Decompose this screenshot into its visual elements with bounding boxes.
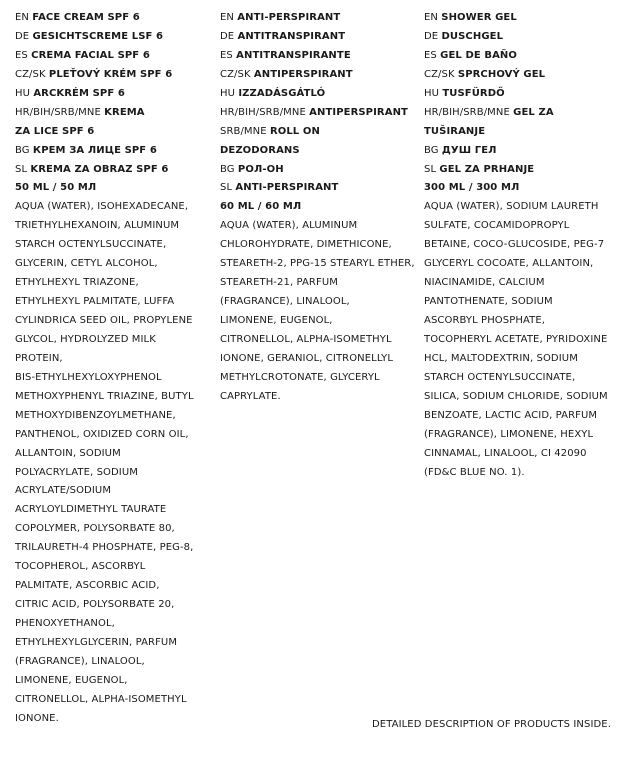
product-name: ROLL ON [269,125,320,137]
language-code: ES [220,49,233,61]
product-name: FACE CREAM SPF 6 [32,12,140,23]
ingredient-line: PANTOTHENATE, SODIUM [424,296,553,308]
ingredient-line: METHYLCROTONATE, GLYCERYL [220,371,380,383]
product-name: KREMA [104,106,145,118]
ingredient-line: TRILAURETH-4 PHOSPHATE, PEG-8, [15,542,194,554]
language-code: HU [424,87,440,99]
ingredient-line: STARCH OCTENYLSUCCINATE, [424,371,576,383]
product-name: КРЕМ ЗА ЛИЦЕ SPF 6 [32,144,157,156]
anti-perspirant-column [220,9,416,407]
ingredient-line: METHOXYDIBENZOYLMETHANE, [15,409,176,421]
product-name-line [220,9,416,28]
product-name-line [15,179,211,198]
ingredient-line: (FRAGRANCE), LINALOOL, [15,655,145,667]
ingredient-line: ETHYLHEXYLGLYCERIN, PARFUM [15,636,178,648]
ingredient-line: CHLOROHYDRATE, DIMETHICONE, [220,239,392,251]
ingredient-line: STEARETH-2, PPG-15 STEARYL ETHER, [220,258,415,270]
ingredient-line: ACRYLOYLDIMETHYL TAURATE [15,504,167,516]
ingredient-line: STEARETH-21, PARFUM [220,277,338,289]
ingredient-line: POLYACRYLATE, SODIUM [15,466,139,478]
product-name-line [220,179,416,198]
language-code: EN [220,12,234,23]
product-name: IZZADÁSGÁTLÓ [238,87,326,99]
product-name-line [424,161,620,180]
product-name-line [424,9,620,28]
product-name: GESICHTSCREME LSF 6 [32,30,164,42]
product-name-line [424,179,620,198]
language-code: DE [15,30,30,42]
product-name-line [220,123,416,142]
product-name: TUŠIRANJE [424,125,486,137]
product-name-line [15,85,211,104]
ingredient-line: CYLINDRICA SEED OIL, PROPYLENE [15,315,193,326]
language-code: EN [424,12,438,23]
ingredient-line: IONONE. [15,712,59,724]
ingredient-line: ASCORBYL PHOSPHATE, [424,315,546,326]
product-name: 60 ML / 60 МЛ [220,201,302,213]
ingredient-line: GLYCOL, HYDROLYZED MILK [15,333,156,345]
ingredient-line: TRIETHYLHEXANOIN, ALUMINUM [15,220,180,232]
language-code: EN [15,12,29,23]
product-name-line [15,28,211,47]
ingredient-line: PANTHENOL, OXIDIZED CORN OIL, [15,428,189,440]
language-code: SL [15,163,28,175]
ingredient-line: CITRONELLOL, ALPHA-ISOMETHYL [15,693,187,705]
ingredient-line: (FRAGRANCE), LIMONENE, HEXYL [424,428,594,440]
language-code: BG [15,144,30,156]
ingredient-line: GLYCERIN, CETYL ALCOHOL, [15,258,158,270]
language-code: HR/BIH/SRB/MNE [220,106,306,118]
ingredient-line: ALLANTOIN, SODIUM [15,447,121,459]
product-name-line [220,104,416,123]
product-name: ANTIPERSPIRANT [309,106,408,118]
language-code: ES [424,49,437,61]
product-name: DUSCHGEL [441,30,504,42]
product-name: ZA LICE SPF 6 [15,125,95,137]
product-name: GEL ZA PRHANJE [439,163,535,175]
product-name-line [424,142,620,161]
product-name: CREMA FACIAL SPF 6 [31,49,150,61]
ingredient-line: NIACINAMIDE, CALCIUM [424,277,545,289]
ingredient-line: ETHYLHEXYL TRIAZONE, [15,277,139,289]
product-name: TUSFÜRDŐ [442,87,505,99]
footer-note: DETAILED DESCRIPTION OF PRODUCTS INSIDE. [372,719,611,730]
language-code: SRB/MNE [220,125,267,137]
product-name: ANTIPERSPIRANT [253,68,353,80]
product-name-line [15,142,211,161]
product-name-line [15,104,211,123]
ingredient-line: LIMONENE, EUGENOL, [15,674,128,686]
product-name: SHOWER GEL [441,12,517,23]
product-name-line [220,28,416,47]
product-name-line [220,142,416,161]
ingredient-line: HCL, MALTODEXTRIN, SODIUM [424,352,578,364]
product-name: ДУШ ГЕЛ [441,144,497,156]
product-name-line [220,198,416,217]
product-name-line [220,47,416,66]
ingredient-line: ACRYLATE/SODIUM [15,485,112,497]
ingredient-line: COPOLYMER, POLYSORBATE 80, [15,523,175,535]
face-cream-column [15,9,211,729]
ingredient-line: (FRAGRANCE), LINALOOL, [220,296,350,308]
product-name: ANTITRANSPIRANTE [236,49,351,61]
language-code: SL [424,163,437,175]
product-name-line [220,161,416,180]
ingredient-line: PALMITATE, ASCORBIC ACID, [15,580,160,592]
product-name: 50 ML / 50 МЛ [15,182,97,194]
product-name-line [424,104,620,123]
ingredient-line: GLYCERYL COCOATE, ALLANTOIN, [424,258,594,270]
language-code: ES [15,49,28,61]
product-name: GEL ZA [513,106,554,118]
product-name: SPRCHOVÝ GEL [457,68,546,80]
product-name: 300 ML / 300 МЛ [424,182,520,194]
ingredient-line: CAPRYLATE. [220,390,281,402]
ingredient-line: CITRIC ACID, POLYSORBATE 20, [15,599,175,611]
ingredient-line: LIMONENE, EUGENOL, [220,315,333,326]
product-name-line [424,47,620,66]
language-code: SL [220,182,233,194]
ingredient-line: (FD&C BLUE NO. 1). [424,466,525,478]
ingredient-line: CINNAMAL, LINALOOL, CI 42090 [424,447,587,459]
ingredient-line: CITRONELLOL, ALPHA-ISOMETHYL [220,333,392,345]
ingredient-line: AQUA (WATER), ISOHEXADECANE, [15,201,189,213]
product-name: РОЛ-ОН [237,163,284,175]
language-code: CZ/SK [220,68,251,80]
product-name-line [15,66,211,85]
language-code: HR/BIH/SRB/MNE [15,106,101,118]
language-code: CZ/SK [15,68,46,80]
product-name-line [424,123,620,142]
ingredient-line: STARCH OCTENYLSUCCINATE, [15,239,167,251]
product-name: ANTI-PERSPIRANT [237,12,341,23]
product-name: ANTI-PERSPIRANT [235,182,339,194]
ingredient-line: AQUA (WATER), ALUMINUM [220,220,358,232]
product-name-line [424,66,620,85]
product-name: KREMA ZA OBRAZ SPF 6 [30,163,169,175]
language-code: HR/BIH/SRB/MNE [424,106,510,118]
product-name-line [424,85,620,104]
language-code: HU [15,87,31,99]
product-name-line [15,161,211,180]
product-name: PLEŤOVÝ KRÉM SPF 6 [48,68,173,80]
ingredient-line: AQUA (WATER), SODIUM LAURETH [424,201,599,213]
ingredient-line: TOCOPHERYL ACETATE, PYRIDOXINE [424,333,608,345]
product-name-line [220,85,416,104]
product-name-line [220,66,416,85]
ingredient-line: PHENOXYETHANOL, [15,618,115,629]
product-name-line [15,123,211,142]
ingredient-line: BENZOATE, LACTIC ACID, PARFUM [424,409,598,421]
shower-gel-column [424,9,620,482]
product-name: DEZODORANS [220,144,300,156]
product-name-line [424,28,620,47]
language-code: CZ/SK [424,68,455,80]
language-code: HU [220,87,236,99]
language-code: DE [424,30,439,42]
ingredient-line: SILICA, SODIUM CHLORIDE, SODIUM [424,390,608,402]
language-code: BG [220,163,235,175]
ingredient-line: TOCOPHEROL, ASCORBYL [15,561,146,573]
language-code: DE [220,30,235,42]
product-name: GEL DE BAÑO [440,49,517,61]
product-name-line [15,9,211,28]
product-name-line [15,47,211,66]
product-name: ARCKRÉM SPF 6 [33,87,125,99]
product-name: ANTITRANSPIRANT [237,30,346,42]
ingredient-line: METHOXYPHENYL TRIAZINE, BUTYL [15,390,194,402]
ingredient-line: ETHYLHEXYL PALMITATE, LUFFA [15,296,175,308]
ingredient-line: SULFATE, COCAMIDOPROPYL [424,220,570,232]
language-code: BG [424,144,439,156]
ingredient-line: BETAINE, COCO-GLUCOSIDE, PEG-7 [424,239,605,251]
ingredient-line: PROTEIN, [15,352,63,364]
ingredient-line: BIS-ETHYLHEXYLOXYPHENOL [15,371,162,383]
ingredient-line: IONONE, GERANIOL, CITRONELLYL [220,352,394,364]
